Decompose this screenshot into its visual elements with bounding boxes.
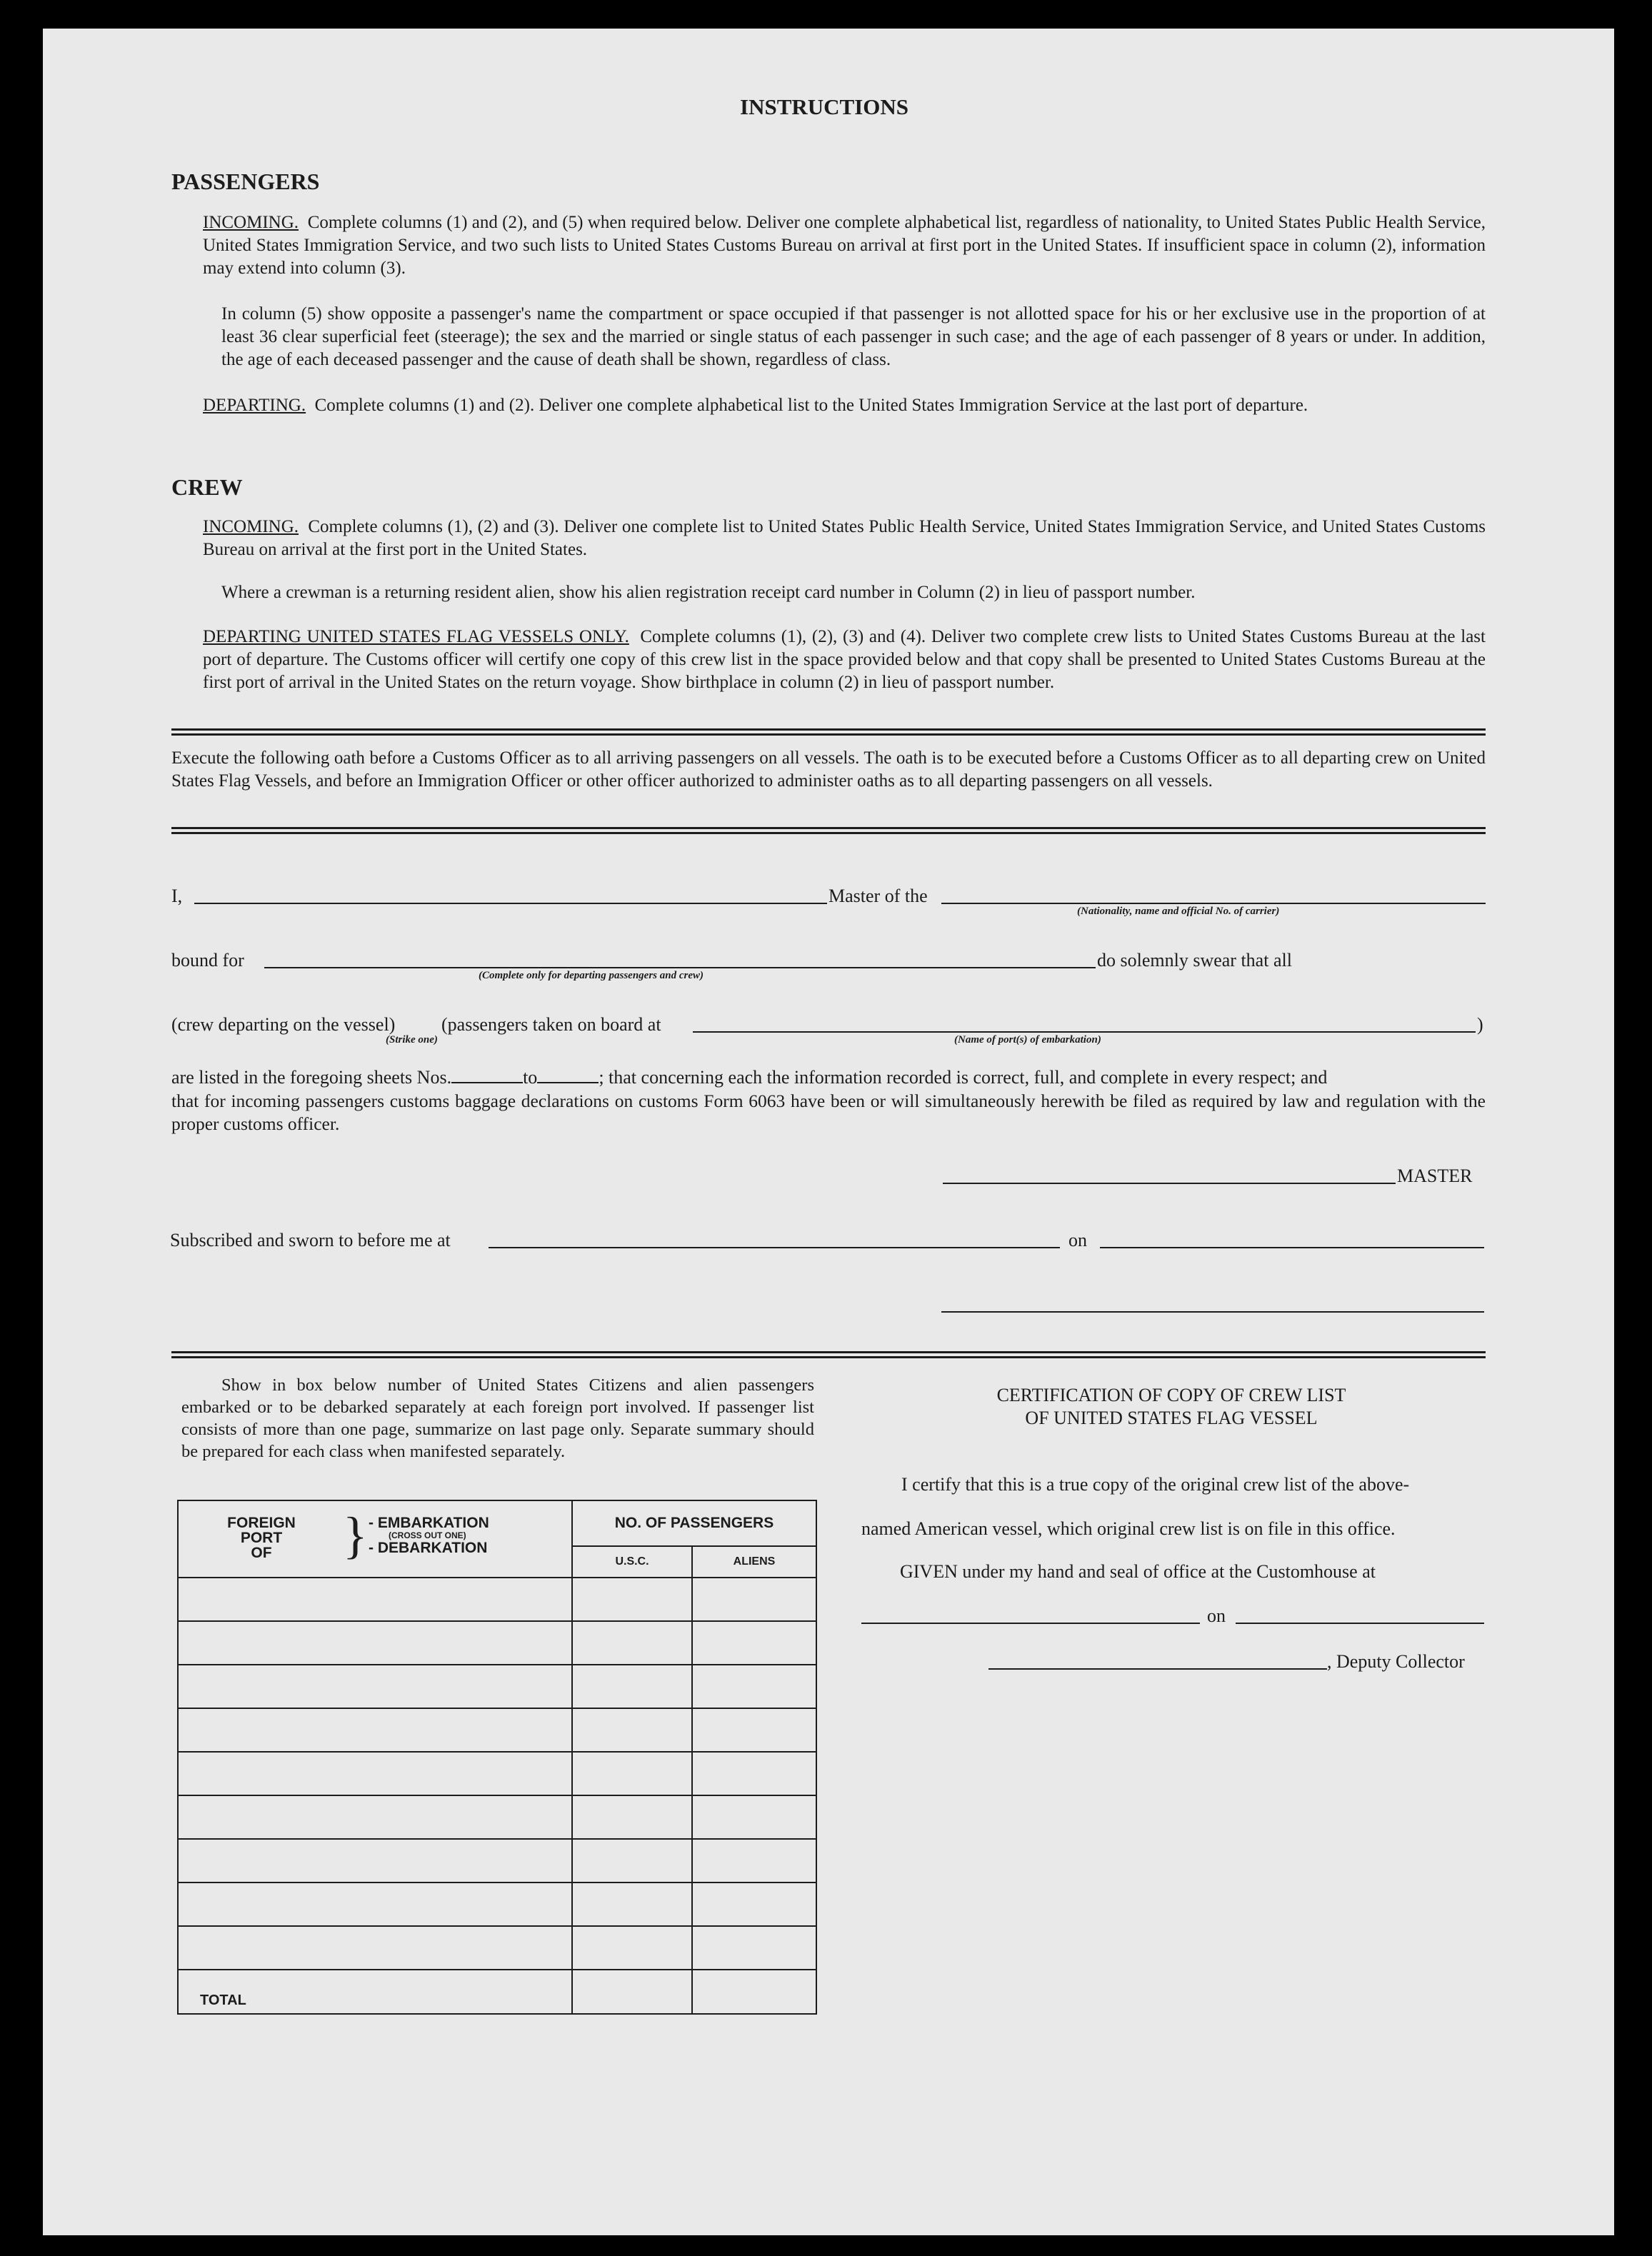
bound-caption: (Complete only for departing passengers and crew) xyxy=(479,970,704,981)
aliens-total-cell[interactable] xyxy=(692,1970,816,2014)
bound-for-field[interactable] xyxy=(264,967,1096,968)
close-paren: ) xyxy=(1477,1014,1483,1035)
master-name-field[interactable] xyxy=(194,903,827,904)
crew-incoming xyxy=(203,516,1486,561)
passengers-incoming xyxy=(203,211,1486,280)
deputy-label: , Deputy Collector xyxy=(1327,1651,1465,1672)
usc-header: U.S.C. xyxy=(572,1546,692,1578)
brace-glyph: } xyxy=(343,1507,368,1564)
port-cell[interactable] xyxy=(178,1795,572,1839)
aliens-cell[interactable] xyxy=(692,1708,816,1752)
certification-title xyxy=(857,1384,1486,1430)
divider xyxy=(171,827,1486,834)
cross-out-label: (CROSS OUT ONE) xyxy=(389,1530,466,1540)
customhouse-field[interactable] xyxy=(861,1623,1200,1624)
divider xyxy=(171,728,1486,736)
aliens-cell[interactable] xyxy=(692,1926,816,1970)
carrier-field[interactable] xyxy=(941,903,1486,904)
summary-instruction: Show in box below number of United States Citizens and alien passengers embarked or to be debarked separately at each foreign port involved. If passenger list consists of more than one page, summarize on last page only. Separate summary should be prepared for each class when manifested separately. xyxy=(181,1375,814,1461)
oath-instruction: Execute the following oath before a Customs Officer as to all arriving passengers on all vessels. The oath is to be executed before a Customs Officer as to all departing crew on United States Flag Vessels, and before an Immigration Officer or other officer authorized to administer oaths as to all departing passengers on all vessels. xyxy=(171,748,1486,791)
port-cell[interactable] xyxy=(178,1839,572,1882)
usc-cell[interactable] xyxy=(572,1578,692,1621)
aliens-cell[interactable] xyxy=(692,1578,816,1621)
departing-label: DEPARTING. xyxy=(203,396,306,415)
master-label: MASTER xyxy=(1397,1165,1473,1186)
strike-one-caption: (Strike one) xyxy=(386,1034,438,1046)
master-of-the: Master of the xyxy=(828,886,928,906)
deputy-signature-field[interactable] xyxy=(988,1668,1327,1670)
incoming-text: Complete columns (1) and (2), and (5) when required below. Deliver one complete alphabetical list, regardless of nationality, to United States Public Health Service, United States Immigration Service, and two such lists to United States Customs Bureau on arrival at first port in the United States. If insufficient space in column (2), information may extend into column (3). xyxy=(203,213,1486,278)
crew-departing-label: DEPARTING UNITED STATES FLAG VESSELS ONLY. xyxy=(203,627,629,646)
listed-b: ; that concerning each the information recorded is correct, full, and complete in every respect; and xyxy=(599,1067,1328,1088)
cert-line-2: named American vessel, which original crew list is on file in this office. xyxy=(861,1518,1396,1539)
crew-resident: Where a crewman is a returning resident alien, show his alien registration receipt card number in Column (2) in lieu of passport number. xyxy=(221,583,1196,602)
embarkation-label: - EMBARKATION xyxy=(369,1515,489,1531)
passengers-heading: PASSENGERS xyxy=(171,169,320,194)
port-cell[interactable] xyxy=(178,1752,572,1795)
usc-cell[interactable] xyxy=(572,1752,692,1795)
carrier-caption: (Nationality, name and official No. of carrier) xyxy=(1077,906,1280,917)
divider xyxy=(171,1351,1486,1358)
sworn-date-field[interactable] xyxy=(1100,1247,1484,1248)
port-cell[interactable] xyxy=(178,1665,572,1708)
aliens-cell[interactable] xyxy=(692,1839,816,1882)
subscribed-label: Subscribed and sworn to before me at xyxy=(170,1230,451,1250)
listed-a: are listed in the foregoing sheets Nos. xyxy=(171,1067,452,1088)
incoming-label: INCOMING. xyxy=(203,213,299,232)
port-cell[interactable] xyxy=(178,1621,572,1665)
port-header-cell xyxy=(178,1500,572,1578)
listed-sheets xyxy=(171,1067,1327,1088)
cert-title-1: CERTIFICATION OF COPY OF CREW LIST xyxy=(996,1385,1346,1405)
usc-cell[interactable] xyxy=(572,1621,692,1665)
crew-incoming-label: INCOMING. xyxy=(203,517,299,536)
cert-date-field[interactable] xyxy=(1236,1623,1484,1624)
passenger-summary-table xyxy=(177,1500,817,2015)
col-port-1: FOREIGN xyxy=(227,1515,296,1531)
cert-line-1: I certify that this is a true copy of the original crew list of the above- xyxy=(901,1474,1410,1495)
usc-cell[interactable] xyxy=(572,1665,692,1708)
crew-departing xyxy=(203,626,1486,694)
ports-caption: (Name of port(s) of embarkation) xyxy=(954,1034,1101,1046)
embarkation-ports-field[interactable] xyxy=(693,1031,1476,1033)
aliens-cell[interactable] xyxy=(692,1752,816,1795)
aliens-header: ALIENS xyxy=(692,1546,816,1578)
master-signature-field[interactable] xyxy=(943,1183,1396,1184)
page-title: INSTRUCTIONS xyxy=(740,94,909,119)
port-cell[interactable] xyxy=(178,1708,572,1752)
usc-cell[interactable] xyxy=(572,1708,692,1752)
usc-cell[interactable] xyxy=(572,1839,692,1882)
usc-cell[interactable] xyxy=(572,1926,692,1970)
usc-total-cell[interactable] xyxy=(572,1970,692,2014)
aliens-cell[interactable] xyxy=(692,1882,816,1926)
col-port-3: OF xyxy=(251,1545,272,1561)
passengers-column5: In column (5) show opposite a passenger's name the compartment or space occupied if that passenger is not allotted space for his or her exclusive use in the proportion of at least 36 clear superficial feet (steerage); the sex and the married or single status of each passenger in such case; and the age of each passenger of 8 years or under. In addition, the age of each deceased passenger and the cause of death shall be shown, regardless of class. xyxy=(221,304,1486,369)
cert-on-label: on xyxy=(1207,1605,1226,1626)
col-port-2: PORT xyxy=(240,1530,283,1546)
bound-for-label: bound for xyxy=(171,950,244,971)
usc-cell[interactable] xyxy=(572,1882,692,1926)
swear-text: do solemnly swear that all xyxy=(1097,950,1292,971)
passengers-departing xyxy=(203,394,1486,417)
debarkation-label: - DEBARKATION xyxy=(369,1540,488,1556)
listed-to: to xyxy=(523,1067,538,1088)
passengers-taken-option[interactable]: (passengers taken on board at xyxy=(441,1014,661,1035)
crew-heading: CREW xyxy=(171,474,243,500)
port-cell[interactable] xyxy=(178,1578,572,1621)
no-passengers-header: NO. OF PASSENGERS xyxy=(572,1500,816,1546)
crew-incoming-text: Complete columns (1), (2) and (3). Deliver one complete list to United States Public Health Service, United States Immigration Service, and United States Customs Bureau on arrival at the first port in the United States. xyxy=(203,517,1486,559)
port-cell[interactable] xyxy=(178,1882,572,1926)
sworn-place-field[interactable] xyxy=(489,1247,1060,1248)
officer-signature-field[interactable] xyxy=(941,1311,1484,1313)
cert-line-3: GIVEN under my hand and seal of office at the Customhouse at xyxy=(900,1561,1376,1582)
listed-c: that for incoming passengers customs baggage declarations on customs Form 6063 have been or will simultaneously herewith be filed as required by law and regulation with the proper customs officer. xyxy=(171,1091,1486,1134)
crew-departing-text: Complete columns (1), (2), (3) and (4). Deliver two complete crew lists to United States Customs Bureau at the last port of departure. The Customs officer will certify one copy of this crew list in the space provided below and that copy shall be presented to United States Customs Bureau at the first port of arrival in the United States on the return voyage. Show birthplace in column (2) in lieu of passport number. xyxy=(203,627,1486,692)
aliens-cell[interactable] xyxy=(692,1621,816,1665)
crew-departing-option[interactable]: (crew departing on the vessel) xyxy=(171,1014,396,1035)
sworn-on-label: on xyxy=(1068,1230,1087,1250)
usc-cell[interactable] xyxy=(572,1795,692,1839)
sheet-from-field[interactable] xyxy=(451,1082,523,1083)
aliens-cell[interactable] xyxy=(692,1665,816,1708)
aliens-cell[interactable] xyxy=(692,1795,816,1839)
total-label: TOTAL xyxy=(178,1970,572,2014)
sheet-to-field[interactable] xyxy=(537,1082,599,1083)
port-cell[interactable] xyxy=(178,1926,572,1970)
departing-text: Complete columns (1) and (2). Deliver one complete alphabetical list to the United States Immigration Service at the last port of departure. xyxy=(314,396,1308,415)
cert-title-2: OF UNITED STATES FLAG VESSEL xyxy=(1025,1408,1318,1428)
oath-i-label: I, xyxy=(171,886,183,906)
